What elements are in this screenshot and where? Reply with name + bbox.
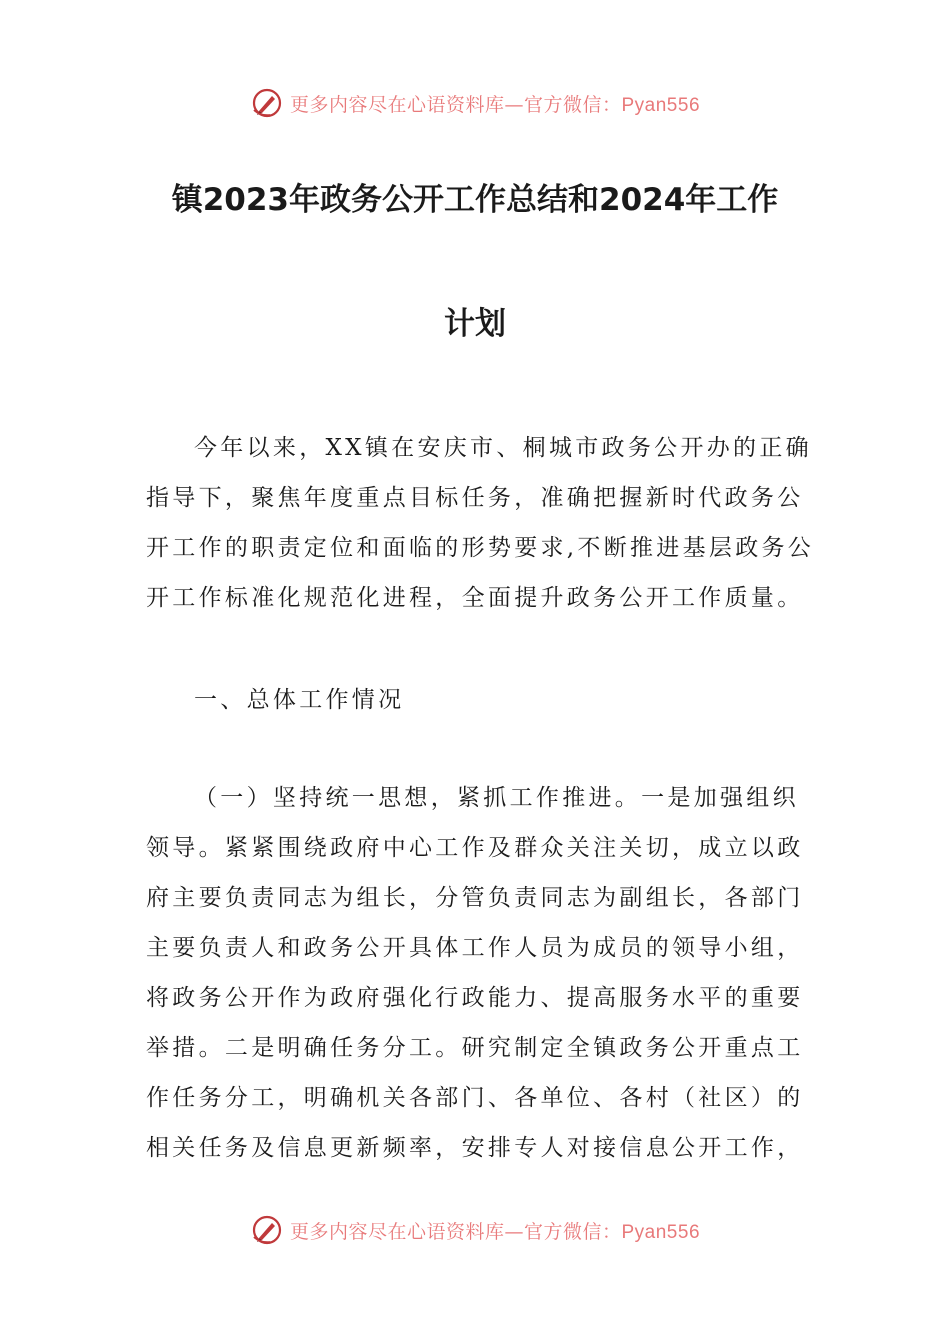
pen-circle-logo-icon xyxy=(250,1213,284,1247)
paragraph-line: 开工作标准化规范化进程，全面提升政务公开工作质量。 xyxy=(146,585,804,611)
paragraph-line: 领导。紧紧围绕政府中心工作及群众关注关切，成立以政 xyxy=(146,835,804,861)
paragraph-line: （一）坚持统一思想，紧抓工作推进。一是加强组织 xyxy=(194,785,799,811)
paragraph-line: 相关任务及信息更新频率，安排专人对接信息公开工作， xyxy=(146,1135,804,1161)
section-heading: 一、总体工作情况 xyxy=(194,687,405,713)
paragraph-line: 将政务公开作为政府强化行政能力、提高服务水平的重要 xyxy=(146,985,804,1011)
document-title-line-2: 计划 xyxy=(444,306,506,342)
pen-circle-logo-icon xyxy=(250,86,284,120)
footer-wechat-id: Pyan556 xyxy=(621,1221,701,1243)
header-wechat-id: Pyan556 xyxy=(621,94,701,116)
paragraph-line: 开工作的职责定位和面临的形势要求,不断推进基层政务公 xyxy=(146,535,815,561)
paragraph-line: 主要负责人和政务公开具体工作人员为成员的领导小组， xyxy=(146,935,804,961)
paragraph-line: 今年以来，XX镇在安庆市、桐城市政务公开办的正确 xyxy=(194,435,812,461)
paragraph-line: 举措。二是明确任务分工。研究制定全镇政务公开重点工 xyxy=(146,1035,804,1061)
header-watermark-banner xyxy=(0,83,950,123)
header-watermark-text: 更多内容尽在心语资料库—官方微信：Pyan556 xyxy=(289,93,701,116)
document-title-line-1: 镇2023年政务公开工作总结和2024年工作 xyxy=(171,182,779,218)
footer-watermark-banner xyxy=(0,1210,950,1250)
footer-watermark-text: 更多内容尽在心语资料库—官方微信：Pyan556 xyxy=(289,1220,701,1243)
intro-paragraph xyxy=(146,423,815,623)
paragraph-line: 作任务分工，明确机关各部门、各单位、各村（社区）的 xyxy=(146,1085,804,1111)
paragraph-line: 府主要负责同志为组长，分管负责同志为副组长，各部门 xyxy=(146,885,804,911)
paragraph-line: 指导下，聚焦年度重点目标任务，准确把握新时代政务公 xyxy=(146,485,804,511)
section-paragraph xyxy=(146,773,806,1173)
